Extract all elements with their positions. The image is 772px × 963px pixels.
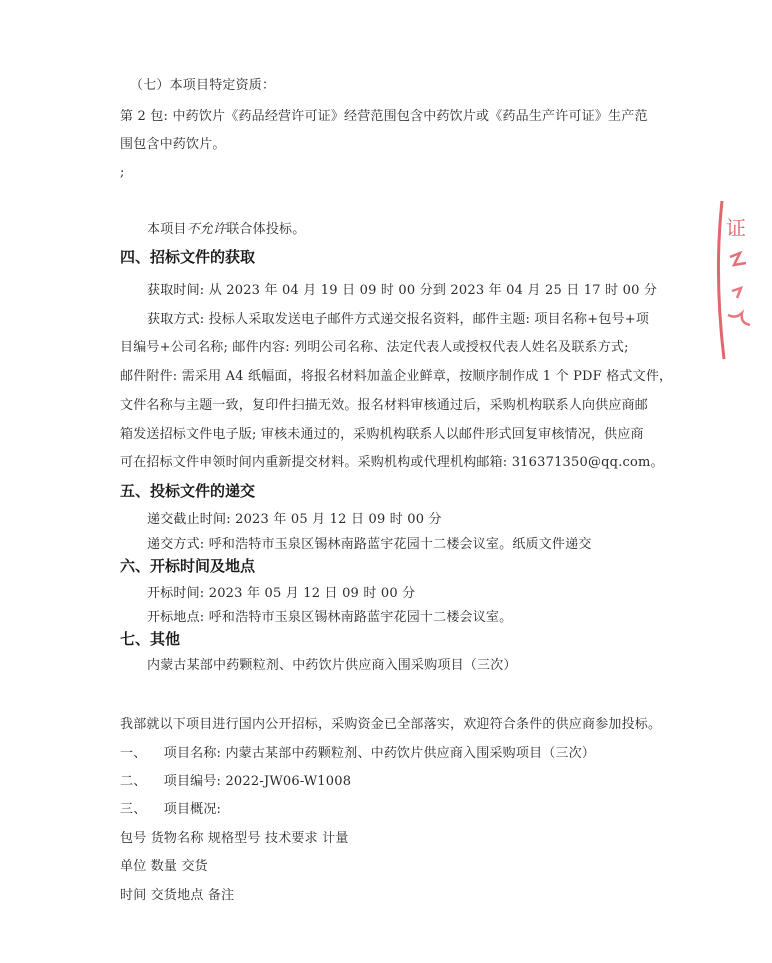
- acquire-method-line1: [147, 312, 649, 328]
- submit-deadline: [147, 512, 442, 528]
- qualification-semicolon: ;: [120, 165, 125, 180]
- acquire-method-line6: 可在招标文件申领时间内重新提交材料。采购机构或代理机构邮箱: 316371350@qq.com。: [120, 455, 664, 470]
- seal-text-glyph: 证: [726, 216, 746, 240]
- opening-place: [147, 610, 512, 626]
- section-heading-opening: 六、开标时间及地点: [120, 557, 256, 575]
- consortium-prefix: 本项目: [147, 222, 187, 237]
- notice-item2-text: 项目编号: 2022-JW06-W1008: [163, 774, 352, 789]
- notice-item3: [120, 802, 221, 818]
- qualification-para-line1: 第 2 包: 中药饮片《药品经营许可证》经营范围包含中药饮片或《药品生产许可证》生产范: [120, 109, 648, 124]
- opening-time-value: 2023 年 05 月 12 日 09 时 00 分: [204, 586, 416, 601]
- submit-deadline-value: 2023 年 05 月 12 日 09 时 00 分: [230, 512, 442, 527]
- seal-mark-3: [728, 313, 750, 325]
- acquire-method-line4: 文件名称与主题一致，复印件扫描无效。报名材料审核通过后，采购机构联系人向供应商邮: [120, 398, 649, 413]
- acquire-method-line5: 箱发送招标文件电子版; 审核未通过的，采购机构联系人以邮件形式回复审核情况，供应商: [120, 427, 644, 442]
- section-heading-acquire: 四、招标文件的获取: [120, 248, 256, 266]
- submit-method-label: 递交方式:: [147, 537, 205, 552]
- submit-method: [147, 537, 592, 553]
- acquire-time: [147, 283, 657, 299]
- notice-item3-num: 三、: [120, 802, 147, 817]
- notice-item1-num: 一、: [120, 746, 147, 761]
- acquire-method-line2: 目编号+公司名称; 邮件内容: 列明公司名称、法定代表人或授权代表人姓名及联系方式;: [120, 340, 629, 355]
- seal-mark-1: [730, 253, 746, 265]
- notice-item3-text: 项目概况:: [163, 802, 222, 817]
- notice-intro: 我部就以下项目进行国内公开招标，采购资金已全部落实，欢迎符合条件的供应商参加投标。: [120, 717, 662, 732]
- notice-item2: [120, 774, 351, 790]
- acquire-time-value: 从 2023 年 04 月 19 日 09 时 00 分到 2023 年 04 月 25 日 17 时 00 分: [204, 283, 658, 298]
- section-heading-submit: 五、投标文件的递交: [120, 482, 256, 500]
- notice-item2-num: 二、: [120, 774, 147, 789]
- opening-time: [147, 586, 415, 602]
- acquire-time-label: 获取时间:: [147, 283, 205, 298]
- opening-place-label: 开标地点:: [147, 610, 205, 625]
- section-heading-other: 七、其他: [120, 630, 181, 648]
- acquire-method-text1: 投标人采取发送电子邮件方式递交报名资料，邮件主题: 项目名称+包号+项: [204, 312, 650, 327]
- notice-table-row2: 单位 数量 交货: [120, 859, 208, 874]
- notice-item1: [120, 746, 595, 762]
- qualification-para-line2: 围包含中药饮片。: [120, 137, 226, 152]
- consortium-suffix: 联合体投标。: [226, 222, 306, 237]
- acquire-method-label: 获取方式:: [147, 312, 205, 327]
- opening-time-label: 开标时间:: [147, 586, 205, 601]
- notice-table-row3: 时间 交货地点 备注: [120, 888, 235, 903]
- acquire-method-line3: 邮件附件: 需采用 A4 纸幅面，将报名材料加盖企业鲜章，按顺序制作成 1 个 PDF 格式文件，: [120, 369, 673, 384]
- notice-item1-text: 项目名称: 内蒙古某部中药颗粒剂、中药饮片供应商入围采购项目（三次）: [163, 746, 596, 761]
- seal-ring-arc: [718, 201, 724, 359]
- consortium-line: [147, 222, 305, 238]
- notice-table-row1: 包号 货物名称 规格型号 技术要求 计量: [120, 831, 349, 846]
- submit-method-value: 呼和浩特市玉泉区锡林南路蓝宇花园十二楼会议室。纸质文件递交: [204, 537, 592, 552]
- opening-place-value: 呼和浩特市玉泉区锡林南路蓝宇花园十二楼会议室。: [204, 610, 513, 625]
- seal-mark-2: [732, 288, 741, 298]
- other-text: 内蒙古某部中药颗粒剂、中药饮片供应商入围采购项目（三次）: [147, 658, 517, 673]
- submit-deadline-label: 递交截止时间:: [147, 512, 231, 527]
- consortium-italic: 不允许: [186, 222, 227, 237]
- official-seal-stamp: [702, 195, 772, 365]
- qualification-title: （七）本项目特定资质：: [130, 78, 276, 93]
